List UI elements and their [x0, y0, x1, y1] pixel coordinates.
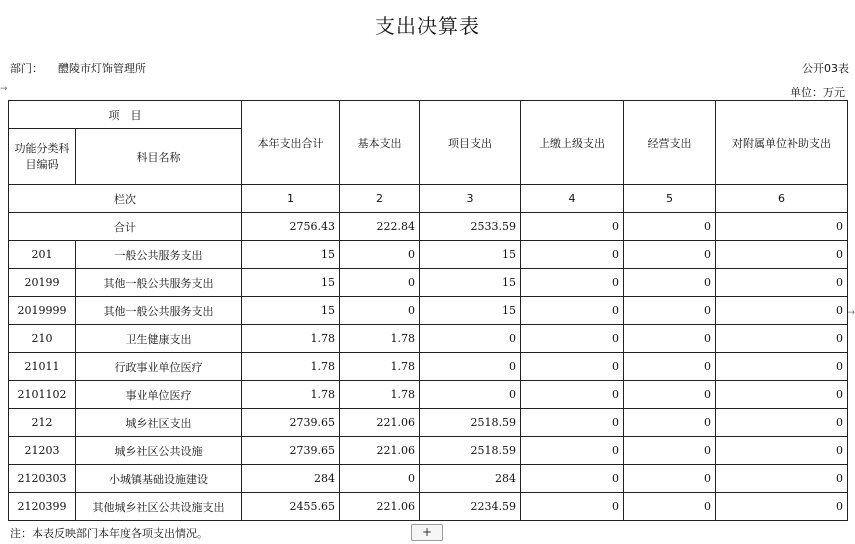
amount-cell: 0: [624, 353, 716, 381]
footnote: 注：本表反映部门本年度各项支出情况。: [10, 527, 208, 540]
amount-cell: 1.78: [340, 381, 420, 409]
amount-cell: 0: [420, 325, 521, 353]
amount-cell: 0: [521, 381, 624, 409]
total-value: 0: [624, 213, 716, 241]
func-code-cell: 210: [9, 325, 76, 353]
func-code-cell: 201: [9, 241, 76, 269]
subject-name-cell: 一般公共服务支出: [76, 241, 242, 269]
amount-cell: 0: [716, 325, 848, 353]
header-subsidy: 对附属单位补助支出: [716, 101, 848, 185]
table-row: [9, 297, 848, 325]
header-func-code: 功能分类科目编码: [9, 129, 76, 185]
header-seq-label: 栏次: [9, 185, 242, 213]
amount-cell: 0: [716, 241, 848, 269]
amount-cell: 284: [242, 465, 340, 493]
amount-cell: 0: [340, 241, 420, 269]
total-row: [9, 213, 848, 241]
amount-cell: 0: [624, 269, 716, 297]
header-upper: 上缴上级支出: [521, 101, 624, 185]
page-title: 支出决算表: [375, 14, 480, 38]
subject-name-cell: 其他一般公共服务支出: [76, 297, 242, 325]
func-code-cell: 2101102: [9, 381, 76, 409]
amount-cell: 0: [624, 409, 716, 437]
amount-cell: 0: [716, 437, 848, 465]
amount-cell: 0: [521, 241, 624, 269]
seq-cell: 1: [242, 185, 340, 213]
amount-cell: 1.78: [242, 353, 340, 381]
total-value: 2756.43: [242, 213, 340, 241]
amount-cell: 0: [624, 437, 716, 465]
sheet-number: 公开03表: [802, 62, 849, 75]
subject-name-cell: 其他一般公共服务支出: [76, 269, 242, 297]
amount-cell: 0: [624, 325, 716, 353]
table-row: [9, 325, 848, 353]
seq-cell: 2: [340, 185, 420, 213]
amount-cell: 0: [716, 297, 848, 325]
amount-cell: 0: [716, 353, 848, 381]
func-code-cell: 2120303: [9, 465, 76, 493]
collapse-arrow-icon[interactable]: →: [0, 84, 8, 94]
add-sheet-button[interactable]: +: [411, 524, 443, 541]
subject-name-cell: 其他城乡社区公共设施支出: [76, 493, 242, 521]
amount-cell: 0: [624, 465, 716, 493]
table-row: [9, 437, 848, 465]
amount-cell: 15: [242, 241, 340, 269]
table-row: [9, 493, 848, 521]
subject-name-cell: 卫生健康支出: [76, 325, 242, 353]
subject-name-cell: 小城镇基础设施建设: [76, 465, 242, 493]
amount-cell: 0: [624, 381, 716, 409]
subject-name-cell: 城乡社区支出: [76, 409, 242, 437]
total-value: 222.84: [340, 213, 420, 241]
amount-cell: 2518.59: [420, 437, 521, 465]
header-operating: 经营支出: [624, 101, 716, 185]
header-total: 本年支出合计: [242, 101, 340, 185]
amount-cell: 0: [521, 269, 624, 297]
amount-cell: 0: [716, 493, 848, 521]
amount-cell: 1.78: [340, 353, 420, 381]
total-label: 合计: [9, 213, 242, 241]
subject-name-cell: 事业单位医疗: [76, 381, 242, 409]
amount-cell: 221.06: [340, 437, 420, 465]
amount-cell: 1.78: [340, 325, 420, 353]
amount-cell: 0: [521, 297, 624, 325]
amount-cell: 0: [716, 409, 848, 437]
amount-cell: 2455.65: [242, 493, 340, 521]
amount-cell: 0: [521, 437, 624, 465]
amount-cell: 0: [521, 465, 624, 493]
amount-cell: 1.78: [242, 381, 340, 409]
table-row: [9, 409, 848, 437]
amount-cell: 15: [420, 241, 521, 269]
amount-cell: 2518.59: [420, 409, 521, 437]
table-row: [9, 269, 848, 297]
subject-name-cell: 城乡社区公共设施: [76, 437, 242, 465]
amount-cell: 0: [716, 465, 848, 493]
amount-cell: 15: [242, 269, 340, 297]
amount-cell: 221.06: [340, 409, 420, 437]
seq-cell: 6: [716, 185, 848, 213]
expenditure-table: [8, 100, 848, 521]
seq-cell: 4: [521, 185, 624, 213]
amount-cell: 0: [624, 241, 716, 269]
func-code-cell: 212: [9, 409, 76, 437]
amount-cell: 0: [340, 269, 420, 297]
amount-cell: 0: [624, 493, 716, 521]
amount-cell: 15: [242, 297, 340, 325]
amount-cell: 221.06: [340, 493, 420, 521]
func-code-cell: 21011: [9, 353, 76, 381]
header-item: 项 目: [9, 101, 242, 129]
table-row: [9, 241, 848, 269]
header-subject-name: 科目名称: [76, 129, 242, 185]
func-code-cell: 2019999: [9, 297, 76, 325]
amount-cell: 1.78: [242, 325, 340, 353]
table-row: [9, 381, 848, 409]
amount-cell: 0: [420, 381, 521, 409]
department-label: 部门：: [10, 62, 43, 75]
amount-cell: 2739.65: [242, 409, 340, 437]
unit-label: 单位：万元: [790, 86, 845, 99]
func-code-cell: 21203: [9, 437, 76, 465]
amount-cell: 0: [521, 409, 624, 437]
amount-cell: 0: [716, 269, 848, 297]
department-value: 醴陵市灯饰管理所: [58, 62, 146, 75]
total-value: 2533.59: [420, 213, 521, 241]
seq-cell: 3: [420, 185, 521, 213]
amount-cell: 0: [521, 325, 624, 353]
amount-cell: 15: [420, 269, 521, 297]
seq-cell: 5: [624, 185, 716, 213]
func-code-cell: 2120399: [9, 493, 76, 521]
amount-cell: 0: [420, 353, 521, 381]
header-basic: 基本支出: [340, 101, 420, 185]
amount-cell: 284: [420, 465, 521, 493]
amount-cell: 0: [716, 381, 848, 409]
amount-cell: 15: [420, 297, 521, 325]
amount-cell: 2739.65: [242, 437, 340, 465]
amount-cell: 2234.59: [420, 493, 521, 521]
total-value: 0: [716, 213, 848, 241]
amount-cell: 0: [340, 297, 420, 325]
amount-cell: 0: [521, 493, 624, 521]
amount-cell: 0: [521, 353, 624, 381]
amount-cell: 0: [624, 297, 716, 325]
table-row: [9, 465, 848, 493]
table-row: [9, 353, 848, 381]
amount-cell: 0: [340, 465, 420, 493]
func-code-cell: 20199: [9, 269, 76, 297]
header-project: 项目支出: [420, 101, 521, 185]
subject-name-cell: 行政事业单位医疗: [76, 353, 242, 381]
expand-arrow-icon[interactable]: →: [847, 308, 855, 318]
total-value: 0: [521, 213, 624, 241]
